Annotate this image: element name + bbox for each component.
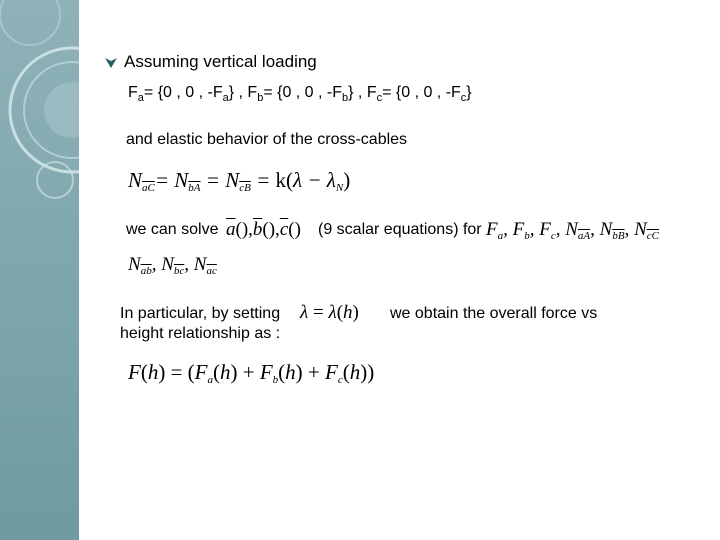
height-line: height relationship as : — [120, 325, 281, 342]
setting-suffix: we obtain the overall force vs — [390, 305, 598, 322]
elastic-text: and elastic behavior of the cross-cables — [126, 131, 408, 148]
solve-middle: (9 scalar equations) for — [318, 221, 482, 238]
sidebar-decoration — [0, 0, 79, 540]
diamond-bullet-icon — [104, 56, 118, 70]
solve-unknowns-math: $\overline{a}(),\overline{b}(),\overline{c}()$ — [226, 219, 301, 240]
decorative-circles — [0, 0, 79, 540]
forces-line: $F_a= \{0$ , 0 , $-F_a$} , $F_b= \{0$ , 0 , $-F_b$} , $F_c= \{0$ , 0 , $-F_c$} — [128, 84, 472, 105]
solve-variables-math-cont: $N_{\overline{ab}}$, $N_{\overline{bc}}$, $N_{\overline{ac}}$ — [128, 254, 217, 277]
tension-equation: $N_{\overline{aC}}= N_{\overline{bA}} = N_{\overline{cB}} = k(\lambda - \lambda_N)$ — [128, 168, 351, 194]
bullet-heading: Assuming vertical loading — [124, 52, 317, 71]
solve-variables-math: $F_a$, $F_b$, $F_c$, $N_{\overline{aA}}$, $N_{\overline{bB}}$, $N_{\overline{cC}}$ — [486, 219, 659, 242]
force-height-equation: $F(h) = (F_a(h) + F_b(h) + F_c(h))$ — [128, 360, 375, 386]
setting-prefix: In particular, by setting — [120, 305, 281, 322]
lambda-of-h-math: λ = λ(h) — [300, 302, 359, 323]
solve-prefix: we can solve — [126, 221, 219, 238]
